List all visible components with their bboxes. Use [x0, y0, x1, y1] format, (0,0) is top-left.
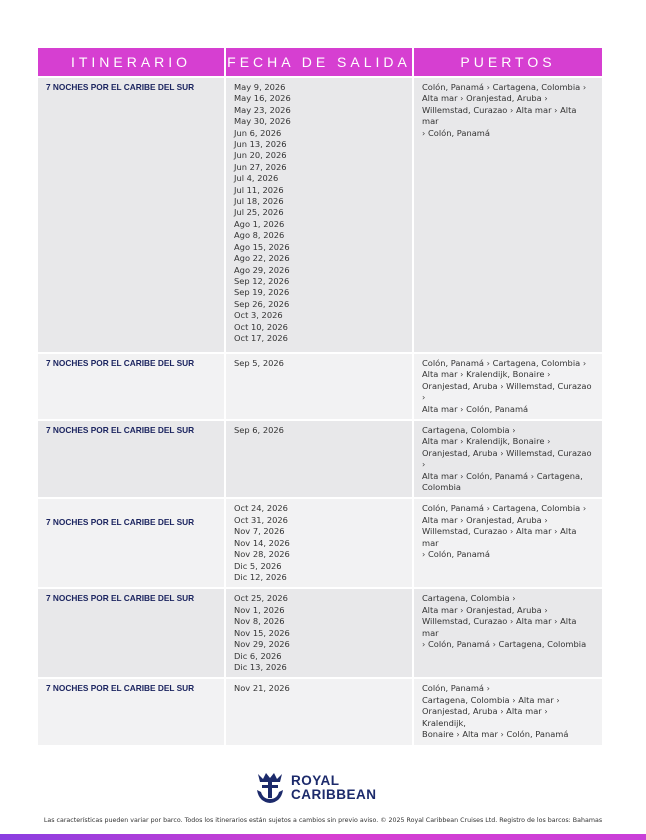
departure-date: Nov 7, 2026	[234, 526, 285, 537]
port-line: Willemstad, Curazao › Alta mar › Alta mar	[422, 104, 577, 127]
departure-date: Nov 15, 2026	[234, 627, 290, 638]
logo-line-1: ROYAL	[291, 773, 340, 788]
dates-cell	[226, 78, 414, 352]
table-row	[38, 78, 602, 352]
port-line: Colón, Panamá ›	[422, 683, 490, 694]
departure-date: Nov 1, 2026	[234, 604, 285, 615]
port-line: Oranjestad, Aruba › Willemstad, Curazao ›	[422, 380, 592, 403]
itinerary-cell: 7 NOCHES POR EL CARIBE DEL SUR	[38, 679, 226, 744]
disclaimer: Las características pueden variar por barco. Todos los itinerarios están sujetos a cambios sin previo aviso. © 2025 Royal Caribbean Cruises Ltd. Registro de los barcos: Bahamas	[43, 817, 603, 824]
logo-line-2: CARIBBEAN	[291, 787, 377, 802]
departure-date: May 23, 2026	[234, 104, 291, 115]
departure-date: Sep 12, 2026	[234, 275, 290, 286]
departure-date: Ago 29, 2026	[234, 264, 290, 275]
dates-cell	[226, 589, 414, 677]
port-line: Willemstad, Curazao › Alta mar › Alta mar	[422, 526, 577, 548]
port-line: Alta mar › Kralendijk, Bonaire ›	[422, 369, 551, 380]
departure-date: Oct 10, 2026	[234, 321, 288, 332]
itinerary-cell: 7 NOCHES POR EL CARIBE DEL SUR	[38, 589, 226, 677]
port-line: Willemstad, Curazao › Alta mar › Alta mar	[422, 616, 577, 638]
port-line: Colón, Panamá › Cartagena, Colombia ›	[422, 503, 587, 514]
departure-date: Nov 8, 2026	[234, 616, 285, 627]
departure-date: Ago 22, 2026	[234, 253, 290, 264]
port-line: Alta mar › Colón, Panamá	[422, 403, 529, 414]
departure-date: Jul 25, 2026	[234, 207, 284, 218]
header-ports: PUERTOS	[414, 48, 602, 76]
header-itinerary: ITINERARIO	[38, 48, 226, 76]
table-row	[38, 421, 602, 497]
port-line: Cartagena, Colombia ›	[422, 425, 516, 436]
departure-date: Nov 29, 2026	[234, 639, 290, 650]
itinerary-cell: 7 NOCHES POR EL CARIBE DEL SUR	[38, 354, 226, 419]
departure-date: Sep 6, 2026	[234, 425, 284, 436]
port-line: › Colón, Panamá	[422, 127, 490, 138]
departure-date: Jun 20, 2026	[234, 150, 287, 161]
table-row	[38, 589, 602, 677]
dates-cell	[226, 499, 414, 587]
port-line: Oranjestad, Aruba › Alta mar › Kralendijk,	[422, 706, 548, 728]
itinerary-cell: 7 NOCHES POR EL CARIBE DEL SUR	[38, 499, 226, 587]
departure-date: May 30, 2026	[234, 116, 291, 127]
port-line: › Colón, Panamá › Cartagena, Colombia	[422, 639, 587, 650]
dates-cell	[226, 421, 414, 497]
royal-caribbean-logo	[255, 772, 377, 804]
itinerary-cell: 7 NOCHES POR EL CARIBE DEL SUR	[38, 421, 226, 497]
departure-date: Oct 3, 2026	[234, 310, 283, 321]
itinerary-cell: 7 NOCHES POR EL CARIBE DEL SUR	[38, 78, 226, 352]
port-line: Colón, Panamá › Cartagena, Colombia ›	[422, 358, 587, 368]
departure-date: Jun 13, 2026	[234, 139, 287, 150]
ports-cell	[414, 499, 602, 587]
departure-date: Nov 21, 2026	[234, 683, 290, 694]
port-line: Colombia	[422, 482, 461, 493]
port-line: Cartagena, Colombia › Alta mar ›	[422, 694, 560, 705]
ports-cell	[414, 589, 602, 677]
ports-cell	[414, 78, 602, 352]
departure-date: Ago 1, 2026	[234, 218, 285, 229]
departure-date: Ago 15, 2026	[234, 241, 290, 252]
port-line: Alta mar › Oranjestad, Aruba ›	[422, 604, 548, 615]
departure-date: Jun 27, 2026	[234, 161, 287, 172]
departure-date: Jul 18, 2026	[234, 196, 284, 207]
departure-date: Dic 13, 2026	[234, 661, 287, 672]
departure-date: Oct 31, 2026	[234, 514, 288, 525]
departure-date: Oct 24, 2026	[234, 503, 288, 514]
table-row	[38, 679, 602, 744]
dates-cell	[226, 354, 414, 419]
departure-date: Jul 4, 2026	[234, 173, 279, 184]
ports-cell	[414, 354, 602, 419]
table-row	[38, 499, 602, 587]
departure-date: Sep 26, 2026	[234, 298, 290, 309]
itinerary-table	[38, 48, 602, 745]
departure-date: May 9, 2026	[234, 82, 286, 92]
port-line: Colón, Panamá › Cartagena, Colombia ›	[422, 82, 587, 92]
port-line: Alta mar › Kralendijk, Bonaire ›	[422, 436, 551, 447]
departure-date: Ago 8, 2026	[234, 230, 285, 241]
port-line: Bonaire › Alta mar › Colón, Panamá	[422, 729, 569, 740]
ports-cell	[414, 679, 602, 744]
departure-date: Nov 14, 2026	[234, 537, 290, 548]
departure-date: May 16, 2026	[234, 93, 291, 104]
dates-cell	[226, 679, 414, 744]
departure-date: Sep 19, 2026	[234, 287, 290, 298]
port-line: › Colón, Panamá	[422, 549, 490, 560]
port-line: Alta mar › Oranjestad, Aruba ›	[422, 514, 548, 525]
header-departure-date: FECHA DE SALIDA	[226, 48, 414, 76]
crown-anchor-icon	[255, 772, 285, 804]
departure-date: Dic 6, 2026	[234, 650, 282, 661]
port-line: Oranjestad, Aruba › Willemstad, Curazao ›	[422, 447, 592, 470]
port-line: Alta mar › Colón, Panamá › Cartagena,	[422, 470, 583, 481]
departure-date: Jun 6, 2026	[234, 127, 282, 138]
port-line: Alta mar › Oranjestad, Aruba ›	[422, 93, 548, 104]
table-header	[38, 48, 602, 76]
departure-date: Jul 11, 2026	[234, 184, 284, 195]
departure-date: Oct 17, 2026	[234, 332, 288, 343]
departure-date: Nov 28, 2026	[234, 549, 290, 560]
departure-date: Dic 5, 2026	[234, 560, 282, 571]
port-line: Cartagena, Colombia ›	[422, 593, 516, 604]
ports-cell	[414, 421, 602, 497]
table-row	[38, 354, 602, 419]
departure-date: Oct 25, 2026	[234, 593, 288, 604]
departure-date: Sep 5, 2026	[234, 358, 284, 368]
departure-date: Dic 12, 2026	[234, 571, 287, 582]
footer-gradient-bar	[0, 834, 646, 840]
